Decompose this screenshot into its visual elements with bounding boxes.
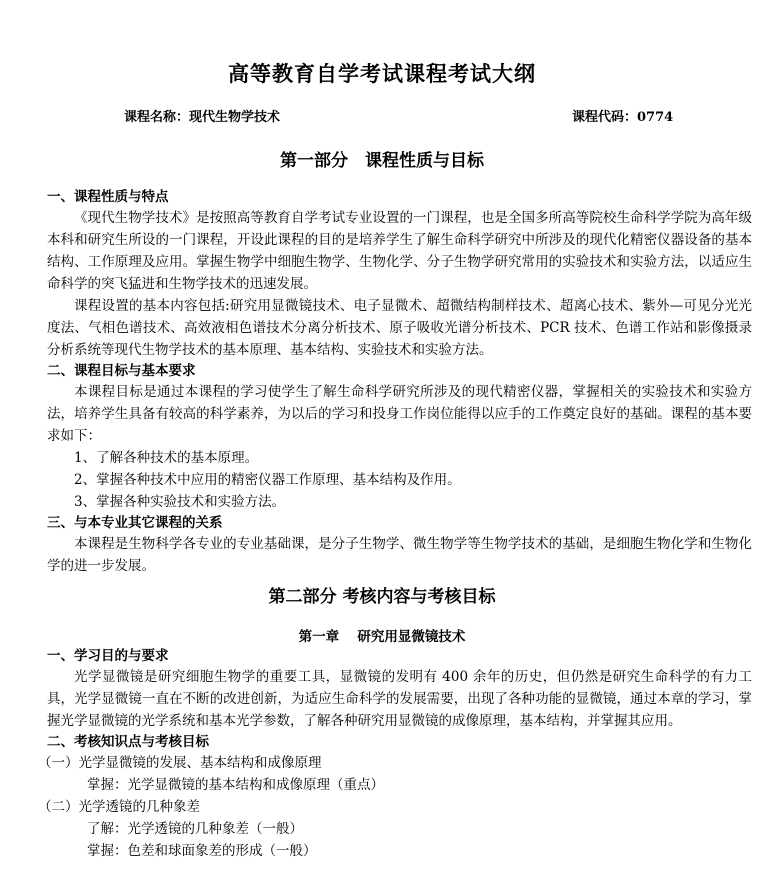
list-item: 1、了解各种技术的基本原理。	[74, 450, 259, 466]
section-heading-goals: 二、课程目标与基本要求	[47, 363, 196, 379]
part2-title: 第二部分 考核内容与考核目标	[268, 587, 496, 607]
course-code: 课程代码：0774	[572, 110, 674, 125]
paragraph-relations: 本课程是生物科学各专业的专业基础课，是分子生物学、微生物学等生物学技术的基础，是细胞生物化学和生物化学的进一步发展。	[47, 536, 752, 574]
part1-title: 第一部分 课程性质与目标	[280, 151, 484, 171]
section-heading-assessment: 二、考核知识点与考核目标	[47, 734, 209, 750]
chapter-title: 第一章 研究用显微镜技术	[298, 629, 466, 645]
objective-requirement: 掌握：光学显微镜的基本结构和成像原理（重点）	[87, 777, 384, 793]
list-item: 2、掌握各种技术中应用的精密仪器工作原理、基本结构及作用。	[74, 472, 461, 488]
section-heading-relations: 三、与本专业其它课程的关系	[47, 515, 223, 531]
paragraph-course-content: 课程设置的基本内容包括:研究用显微镜技术、电子显微术、超微结构制样技术、超离心技术、紫外—可见分光光度法、气相色谱技术、高效液相色谱技术分离分析技术、原子吸收光谱分析技术、PCR 技术、色谱工作站和影像摄录分析系统等现代生物学技术的基本原理、基本结构、实验技术和实验方法。	[47, 298, 752, 358]
objective-requirement: 掌握：色差和球面象差的形成（一般）	[87, 843, 317, 859]
objective-item: （一）光学显微镜的发展、基本结构和成像原理	[38, 755, 322, 771]
paragraph-purpose: 光学显微镜是研究细胞生物学的重要工具，显微镜的发明有 400 余年的历史，但仍然是研究生命科学的有力工具，光学显微镜一直在不断的改进创新，为适应生命科学的发展需要，出现了各种功能的显微镜，通过本章的学习，掌握光学显微镜的光学系统和基本光学参数，了解各种研究用显微镜的成像原理，基本结构，并掌握其应用。	[47, 669, 752, 729]
section-heading-purpose: 一、学习目的与要求	[47, 648, 169, 664]
section-heading-nature: 一、课程性质与特点	[47, 189, 169, 205]
document-title: 高等教育自学考试课程考试大纲	[228, 61, 536, 86]
objective-item: （二）光学透镜的几种象差	[38, 799, 200, 815]
list-item: 3、掌握各种实验技术和实验方法。	[74, 494, 286, 510]
part1-body	[47, 187, 752, 577]
paragraph-course-intro: 《现代生物学技术》是按照高等教育自学考试专业设置的一门课程，也是全国多所高等院校生命科学学院为高年级本科和研究生所设的一门课程，开设此课程的目的是培养学生了解生命科学研究中所涉及的现代化精密仪器设备的基本结构、工作原理及应用。掌握生物学中细胞生物学、生物化学、分子生物学研究常用的实验技术和实验方法，以适应生命科学的突飞猛进和生物学技术的迅速发展。	[47, 210, 752, 292]
part2-body	[38, 646, 752, 862]
course-name: 课程名称：现代生物学技术	[124, 110, 281, 125]
paragraph-goals: 本课程目标是通过本课程的学习使学生了解生命科学研究所涉及的现代精密仪器，掌握相关的实验技术和实验方法，培养学生具备有较高的科学素养，为以后的学习和投身工作岗位能得以应手的工作奠定良好的基础。课程的基本要求如下：	[47, 384, 752, 444]
objective-requirement: 了解：光学透镜的几种象差（一般）	[87, 821, 303, 837]
